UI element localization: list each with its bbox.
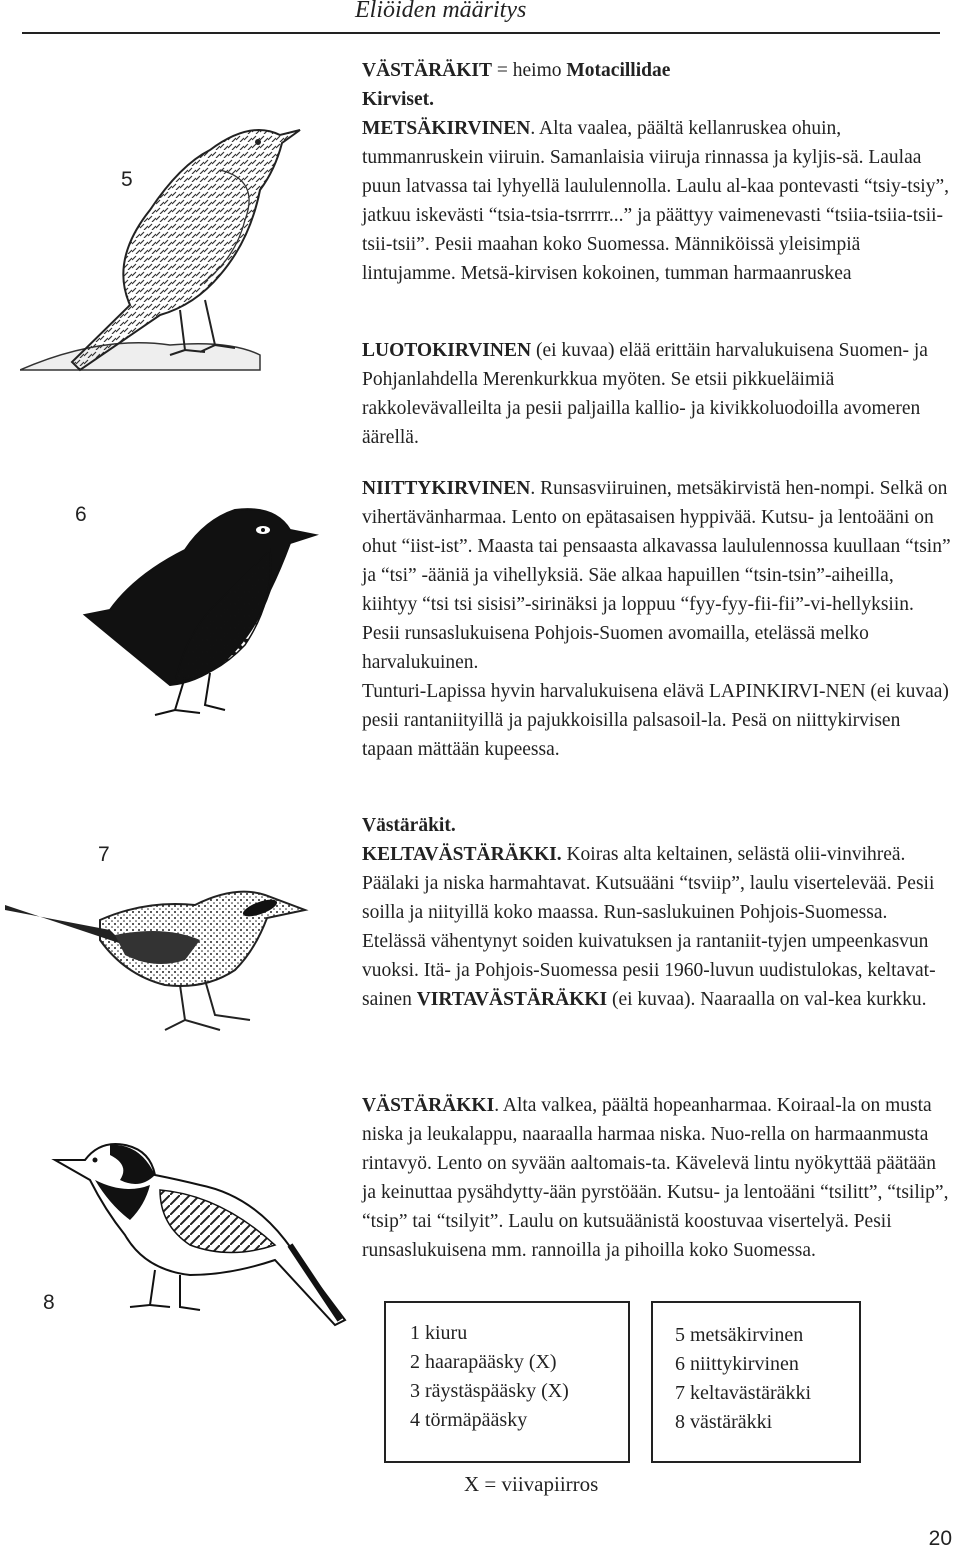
figure-number-7: 7	[98, 843, 110, 866]
white-wagtail-illustration	[50, 1135, 350, 1345]
legend-item: 1 kiuru	[410, 1322, 468, 1344]
legend-item: 7 keltavästäräkki	[675, 1382, 812, 1404]
pipits-section	[362, 56, 952, 288]
legend-note: X = viivapiirros	[464, 1472, 599, 1496]
legend-item: 6 niittykirvinen	[675, 1353, 799, 1375]
yellow-wagtail-illustration	[5, 880, 315, 1050]
family-heading: VÄSTÄRÄKIT = heimo Motacillidae	[362, 60, 671, 81]
tree-pipit-illustration	[20, 110, 320, 390]
figure-number-8: 8	[43, 1291, 55, 1314]
red-throated-pipit-description: Tunturi-Lapissa hyvin harvalukuisena elävä LAPINKIRVI-NEN (ei kuvaa) pesii rantaniityillä ja pajukkoisilla palsasoil-la. Pesä on niittykirvisen tapaan mättään kupeessa.	[362, 681, 949, 760]
rock-pipit-section	[362, 336, 952, 452]
header-divider	[22, 32, 940, 34]
page-number: 20	[928, 1527, 952, 1550]
tree-pipit-description: METSÄKIRVINEN. Alta vaalea, päältä kellanruskea ohuin, tummanruskein viiruin. Samanlaisia viiruja rinnassa ja kyljis-sä. Laulaa puun latvassa tai lyhyellä laululennolla. Laulu al-kaa pontevasti “tsiy-tsiy”, jatkuu iskevästi “tsia-tsia-tsrrrrr...” ja päättyy vaimenevasti “tsiia-tsiia-tsii-tsii-tsii”. Pesii maahan koko Suomessa. Männiköissä yleisimpiä lintujamme. Metsä-kirvisen kokoinen, tumman harmaanruskea	[362, 118, 949, 284]
legend-item: 4 törmäpääsky	[410, 1409, 528, 1431]
meadow-pipit-description: NIITTYKIRVINEN. Runsasviiruinen, metsäkirvistä hen-nompi. Selkä on vihertävänharmaa. Lento on epätasaisen hyppivää. Kutsu- ja lentoääni on ohut “iist-ist”. Maasta tai pensaasta alkavassa laululennossa kuullaan “tsin” ja “tsi” -ääniä ja vihellyksiä. Säe alkaa hapuillen “tsin-tsin”-aiheilla, kiihtyy “tsi tsi sisisi”-sirinäksi ja loppuu “fyy-fyy-fii-fii”-vi-hellyksiin. Pesii runsaslukuisena Pohjois-Suomen avomailla, etelässä melko harvalukuinen.	[362, 478, 951, 673]
legend-item: 8 västäräkki	[675, 1411, 773, 1433]
page-header-title: Eliöiden määritys	[355, 0, 527, 23]
figure-number-5: 5	[121, 168, 133, 191]
legend-item: 3 räystäspääsky (X)	[410, 1380, 569, 1402]
legend-box-left	[384, 1301, 630, 1463]
subgroup-wagtails: Västäräkit.	[362, 815, 456, 836]
yellow-wagtail-description: KELTAVÄSTÄRÄKKI. Koiras alta keltainen, selästä olii-vinvihreä. Päälaki ja niska harmahtavat. Kutsuääni “tsviip”, laulu visertelevää. Pesii soilla ja niityillä koko maassa. Run-saslukuinen Pohjois-Suomessa. Etelässä vähentynyt soiden kuivatuksen ja rantaniit-tyjen umpeenkasvun vuoksi. Itä- ja Pohjois-Suomessa pesii 1960-luvun uudistulokas, keltavat-sainen VIRTAVÄSTÄRÄKKI (ei kuvaa). Naaraalla on val-kea kurkku.	[362, 844, 936, 1010]
wagtails-section	[362, 811, 952, 1014]
meadow-pipit-illustration	[75, 505, 325, 725]
meadow-pipit-section	[362, 474, 952, 764]
legend-item: 2 haarapääsky (X)	[410, 1351, 557, 1373]
white-wagtail-section	[362, 1091, 952, 1265]
white-wagtail-description: VÄSTÄRÄKKI. Alta valkea, päältä hopeanharmaa. Koiraal-la on musta niska ja leukalappu, naaraalla harmaa niska. Nuo-rella on harmaanmusta rintavyö. Lento on syvään aaltomais-ta. Kävelevä lintu nyökyttää päätään ja keinuttaa pysähdytty-ään pyrstöään. Kutsu- ja lentoääni “tsilitt”, “tsilip”, “tsip” tai “tsilyit”. Laulu on kutsuäänistä koostuvaa visertelyä. Pesii runsaslukuisena mm. rannoilla ja pihoilla koko Suomessa.	[362, 1095, 949, 1261]
legend-box-right	[651, 1301, 861, 1463]
legend-item: 5 metsäkirvinen	[675, 1324, 804, 1346]
figure-number-6: 6	[75, 503, 87, 526]
subgroup-pipits: Kirviset.	[362, 89, 435, 110]
rock-pipit-description: LUOTOKIRVINEN (ei kuvaa) elää erittäin harvalukuisena Suomen- ja Pohjanlahdella Merenkurkkua myöten. Se etsii pikkueläimiä rakkolevävalleilta ja pesii paljailla kallio- ja kivikkoluodoilla avomeren äärellä.	[362, 340, 928, 448]
